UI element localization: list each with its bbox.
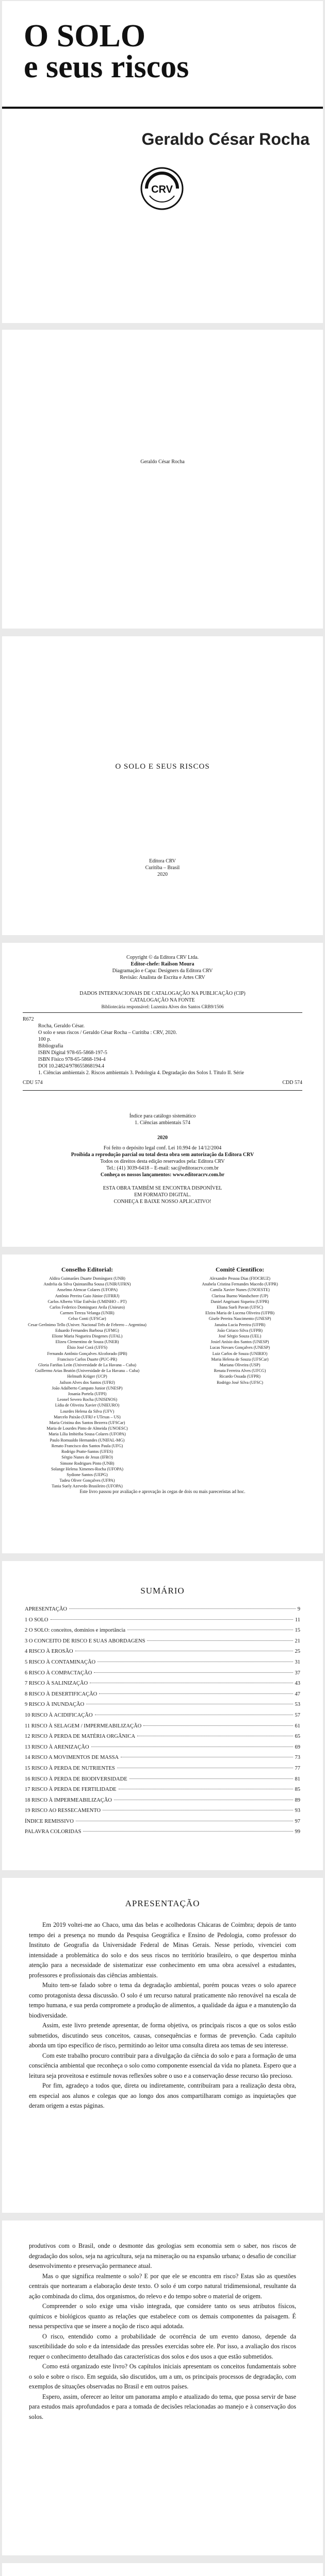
toc-title: SUMÁRIO xyxy=(140,1586,185,1596)
council-member: Gloria Fariñas León (Universidade de La Havana – Cuba) xyxy=(38,1363,137,1368)
council-member: Paulo Romualdo Hernandes (UNIFAL-MG) xyxy=(50,1437,125,1443)
council-member: Francisco Carlos Duarte (PUC-PR) xyxy=(57,1357,117,1362)
toc-list xyxy=(25,1606,300,1840)
cip-entry: 1. Ciências ambientais 2. Riscos ambientais 3. Pedologia 4. Degradação dos Solos I. Título II. Série xyxy=(38,1070,244,1076)
council-member: Cesar Gerônimo Tello (Univer. Nacional Três de Febrero – Argentina) xyxy=(28,1322,147,1327)
council-member: Josania Portela (UFPI) xyxy=(68,1392,107,1397)
cip-entry: Bibliografia xyxy=(38,1043,63,1049)
paragraph: Muito tem-se falado sobre o tema da degradação ambiental, porém poucas vezes o solo aparece como protagonista dessa discussão. O solo é um recurso natural praticamente não renovável na escala de tempo humana, e sua perda compromete a produção de alimentos, a qualidade da água e a manutenção da biodiversidade. xyxy=(29,1981,296,2019)
toc-entry-page: 37 xyxy=(295,1670,300,1676)
logo-text: CRV xyxy=(151,184,173,195)
council-member: Elione Maria Nogueira Diogenes (UFAL) xyxy=(52,1334,123,1339)
committee-member: Rodrigo José Silva (UFSC) xyxy=(217,1380,263,1385)
digital-notice: ESTA OBRA TAMBÉM SE ENCONTRA DISPONÍVEL xyxy=(103,1185,222,1191)
toc-entry-page: 85 xyxy=(295,1787,300,1793)
toc-entry[interactable] xyxy=(25,1734,300,1744)
toc-entry[interactable] xyxy=(25,1776,300,1787)
committee-member: Ricardo Ossada (UFPR) xyxy=(219,1374,261,1379)
toc-entry-page: 65 xyxy=(295,1734,300,1740)
toc-entry-page: 57 xyxy=(295,1712,300,1718)
council-member: Fernando Antônio Gonçalves Alcoforado (IPB) xyxy=(47,1351,127,1356)
council-member: Tadeu Oliver Gonçalves (UFPA) xyxy=(59,1478,115,1483)
toc-entry-page: 47 xyxy=(295,1691,300,1697)
cip-entry: Rocha, Geraldo César. xyxy=(38,1023,85,1029)
council-member: Sydione Santos (UEPG) xyxy=(67,1472,108,1477)
toc-entry-label: 10 RISCO À ACIDIFICAÇÃO xyxy=(25,1712,93,1718)
paragraph: Espero, assim, oferecer ao leitor um panorama amplo e atualizado do tema, que possa servir de base para estudos mais aprofundados e para a tomada de decisões relacionadas ao manejo e à conservação dos solos. xyxy=(29,2393,296,2420)
cip-entry: O solo e seus riscos / Geraldo César Rocha – Curitiba : CRV, 2020. xyxy=(38,1030,177,1036)
toc-entry-page: 31 xyxy=(295,1659,300,1665)
council-member: Jailson Alves dos Santos (UFRJ) xyxy=(59,1380,115,1385)
paragraph: Por fim, agradeço a todos que, direta ou indiretamente, contribuíram para a realização desta obra, em especial aos alunos e colegas que ao longo dos anos compartilharam comigo as inquietações que deram origem a estas páginas. xyxy=(29,2082,296,2109)
toc-entry-label: 2 O SOLO: conceitos, domínios e importância xyxy=(25,1628,126,1634)
toc-entry[interactable] xyxy=(25,1638,300,1649)
committee-member: Renata Ferreira Alves (UFCG) xyxy=(214,1368,266,1374)
toc-entry-page: 81 xyxy=(295,1776,300,1782)
scientific-committee-title: Comitê Científico: xyxy=(215,1266,265,1273)
toc-entry-page: 89 xyxy=(295,1797,300,1803)
toc-entry[interactable] xyxy=(25,1808,300,1819)
committee-member: Alexandre Pessoa Dias (FIOCRUZ) xyxy=(209,1276,270,1281)
paragraph: Com este trabalho procuro contribuir para a divulgação da ciência do solo e para a formação de uma consciência ambiental que reconheça o solo como componente essencial da vida no planeta. Espero que a leitura seja proveitosa e estimule novas reflexões sobre o uso e a conservação desse recurso tão precioso. xyxy=(29,2052,296,2079)
edition-year: 2020 xyxy=(157,1135,168,1141)
committee-member: Luiz Carlos de Souza (UNIRIO) xyxy=(212,1351,268,1356)
toc-leader-dots xyxy=(129,1778,293,1779)
copyright-line: Diagramação e Capa: Designers da Editora CRV xyxy=(112,968,213,974)
council-member: Carlos Federico Dominguez Avila (Unieuro) xyxy=(50,1305,125,1310)
cip-entry: DOI 10.24824/978655868194.4 xyxy=(38,1063,105,1069)
toc-entry-page: 15 xyxy=(295,1628,300,1634)
toc-leader-dots xyxy=(94,1672,293,1673)
committee-member: Clarissa Bueno Wandscheer (UP) xyxy=(212,1293,268,1298)
council-member: Marcelo Paixão (UFRJ e UTexas – US) xyxy=(54,1414,121,1419)
council-member: Rodrigo Pratte-Santos (UFES) xyxy=(61,1449,113,1454)
cover-page xyxy=(2,1,323,323)
toc-entry-page: 11 xyxy=(295,1617,300,1623)
toc-entry-label: 9 RISCO À INUNDAÇÃO xyxy=(25,1702,85,1708)
toc-entry-label: 8 RISCO À DESERTIFICAÇÃO xyxy=(25,1691,98,1697)
council-member: Helmuth Krüger (UCP) xyxy=(67,1374,107,1379)
committee-member: Lucas Novaes Gonçalves (UNESP) xyxy=(209,1345,270,1350)
cover-divider xyxy=(2,107,323,109)
editorial-council-title: Conselho Editorial: xyxy=(61,1266,113,1273)
intro-text xyxy=(29,2241,296,2422)
toc-entry-page: 99 xyxy=(295,1829,300,1835)
toc-leader-dots xyxy=(83,1831,293,1832)
title-page-publisher: Editora CRV xyxy=(149,858,176,864)
toc-entry-label: 6 RISCO À COMPACTAÇÃO xyxy=(25,1670,92,1676)
presentation-page xyxy=(2,1878,323,2213)
toc-entry-label: 15 RISCO À PERDA DE NUTRIENTES xyxy=(25,1765,115,1771)
toc-entry[interactable] xyxy=(25,1819,300,1829)
cip-entry: 100 p. xyxy=(38,1037,51,1042)
committee-member: Janaína Lucia Pereira (UFPB) xyxy=(214,1322,266,1327)
council-member: Andréia da Silva Quintanilha Sousa (UNIR/UFRN) xyxy=(43,1282,131,1287)
council-member: Eduardo Fernandes Barbosa (UFMG) xyxy=(55,1328,119,1333)
council-member: Elizeu Clementino de Souza (UNEB) xyxy=(55,1340,119,1345)
toc-entry-label: 4 RISCO À EROSÃO xyxy=(25,1649,73,1655)
committee-member: Eliana Sueli Pavan (UFSC) xyxy=(217,1305,263,1310)
toc-entry[interactable] xyxy=(25,1649,300,1659)
committee-member: Anabela Cristina Fernandes Macedo (UFPR) xyxy=(202,1282,278,1287)
committee-member: Elzira Maria de Lucena Oliveira (UFPB) xyxy=(205,1311,274,1316)
committee-member: Josiel Anísio dos Santos (UNESP) xyxy=(210,1340,269,1345)
council-member: Maria Lília Imbiriba Sousa Colares (UFOPA) xyxy=(48,1432,126,1437)
toc-entry[interactable] xyxy=(25,1723,300,1734)
half-title-page xyxy=(2,330,323,629)
paragraph: Como está organizado este livro? Os capítulos iniciais apresentam os conceitos fundamentais sobre o solo e sobre o risco. Em seguida, são discutidos, um a um, os principais processos de degradação, com exemplos de situações observadas no Brasil e em outros países. xyxy=(29,2363,296,2390)
committee-member: Maria Helena de Souza (UFSCar) xyxy=(211,1357,269,1362)
paragraph: Em 2019 voltei-me ao Chaco, uma das belas e acolhedoras Chácaras de Coimbra; depois de tanto tempo dei a presença no mundo da Pesquisa Geográfica e Ensino de Pedologia, como professor do Instituto de Geografia da Universidade Federal de Minas Gerais. Nesse período, vivenciei com intensidade a problemática do solo e dos seus riscos no território brasileiro, o que despertou minha atenção para a necessidade de sistematizar esse conhecimento em uma obra acessível a estudantes, professores e profissionais das ciências ambientais. xyxy=(29,1921,296,1979)
toc-leader-dots xyxy=(143,1725,293,1726)
cip-block xyxy=(23,1012,302,1091)
council-member: Guillermo Arias Beatón (Universidade de La Havana – Cuba) xyxy=(35,1368,140,1374)
council-member: Carlos Alberto Vilar Estêvão (UMINHO – PT) xyxy=(47,1299,127,1304)
council-member: Solange Helena Ximenes-Rocha (UFOPA) xyxy=(51,1466,123,1471)
toc-entry[interactable] xyxy=(25,1755,300,1766)
toc-entry-label: APRESENTAÇÃO xyxy=(25,1606,68,1612)
paragraph: O risco, entendido como a probabilidade de ocorrência de um evento danoso, depende da suscetibilidade do solo e da intensidade das pressões exercidas sobre ele. Por isso, a avaliação dos riscos requer o conhecimento detalhado das características dos solos e dos usos a que estão submetidos. xyxy=(29,2332,296,2360)
council-member: Antônio Pereira Gaio Júnior (UFRRJ) xyxy=(55,1293,120,1298)
committee-member: Gisele Pereira Nascimento (UNESP) xyxy=(208,1316,271,1321)
toc-entry-label: 14 RISCO A MOVIMENTOS DE MASSA xyxy=(25,1755,119,1761)
council-member: Leonel Severo Rocha (UNISINOS) xyxy=(57,1397,118,1402)
toc-entry[interactable] xyxy=(25,1713,300,1723)
toc-entry[interactable] xyxy=(25,1702,300,1713)
toc-entry-label: 17 RISCO À PERDA DE FERTILIDADE xyxy=(25,1787,117,1793)
toc-leader-dots xyxy=(69,1608,296,1609)
committee-member: Mariana Oliveira (USP) xyxy=(219,1363,261,1368)
committee-member: Daniel Angrisani Siqueira (UFPR) xyxy=(210,1299,269,1304)
index-entry: 1. Ciências ambientais 574 xyxy=(135,1120,190,1126)
intro-page xyxy=(2,2221,323,2555)
toc-entry[interactable] xyxy=(25,1659,300,1670)
title-page-title: O SOLO E SEUS RISCOS xyxy=(115,762,210,771)
committee-member: José Sérgio Souza (UEL) xyxy=(218,1334,262,1339)
toc-entry-page: 61 xyxy=(295,1723,300,1729)
toc-entry-label: 16 RISCO À PERDA DE BIODIVERSIDADE xyxy=(25,1776,127,1782)
toc-page xyxy=(2,1561,323,1870)
council-member: Lourdes Helena da Silva (UFV) xyxy=(60,1409,115,1414)
toc-entry-label: 3 O CONCEITO DE RISCO E SUAS ABORDAGENS xyxy=(25,1638,145,1644)
legal-notice: Tel.: (41) 3039-6418 – E-mail: sac@editoracrv.com.br xyxy=(106,1165,219,1171)
toc-entry-label: 12 RISCO À PERDA DE MATÉRIA ORGÂNICA xyxy=(25,1734,136,1740)
cip-entry: ISBN Digital 978-65-5868-197-5 xyxy=(38,1050,107,1056)
toc-entry-label: ÍNDICE REMISSIVO xyxy=(25,1818,74,1824)
toc-entry[interactable] xyxy=(25,1766,300,1776)
toc-entry[interactable] xyxy=(25,1670,300,1681)
peer-review-note: Este livro passou por avaliação e aprovação às cegas de dois ou mais pareceristas ad hoc. xyxy=(79,1489,246,1494)
council-member: Celso Conti (UFSCar) xyxy=(68,1316,106,1321)
index-title: Índice para catálogo sistemático xyxy=(129,1113,196,1119)
cip-librarian: Bibliotecária responsável: Luzenira Alves dos Santos CRB9/1506 xyxy=(101,1004,224,1009)
paragraph: Assim, este livro pretende apresentar, de forma objetiva, os principais riscos a que os solos estão submetidos, discutindo seus conceitos, causas, consequências e formas de prevenção. Cada capítulo aborda um tipo específico de risco, permitindo ao leitor uma consulta direta aos temas de seu interesse. xyxy=(29,2022,296,2049)
toc-entry[interactable] xyxy=(25,1798,300,1808)
copyright-line: Editor-chefe: Railson Moura xyxy=(131,961,194,967)
council-member: Maria Cristina dos Santos Bezerra (UFSCar) xyxy=(49,1420,125,1426)
council-member: Sérgio Nunes de Jesus (IFRO) xyxy=(61,1455,113,1460)
half-title-author: Geraldo César Rocha xyxy=(140,459,185,465)
toc-leader-dots xyxy=(51,1619,293,1620)
cover-author: Geraldo César Rocha xyxy=(141,130,310,148)
council-member: João Adalberto Campato Junior (UNESP) xyxy=(52,1385,123,1391)
council-member: Élsio José Corá (UFFS) xyxy=(67,1345,107,1350)
toc-entry-label: 13 RISCO À ARENIZAÇÃO xyxy=(25,1744,89,1750)
legal-notice: Conheça os nossos lançamentos: www.editoracrv.com.br xyxy=(100,1172,225,1178)
cip-subtitle: CATALOGAÇÃO NA FONTE xyxy=(130,997,195,1003)
toc-entry[interactable] xyxy=(25,1829,300,1840)
council-member: Maria de Lourdes Pinto de Almeida (UNOESC) xyxy=(46,1426,128,1431)
cdd-code: CDD 574 xyxy=(282,1080,302,1086)
committee-member: Camila Xavier Nunes (UNOESTE) xyxy=(210,1287,270,1293)
presentation-title: APRESENTAÇÃO xyxy=(125,1899,200,1908)
toc-entry-page: 21 xyxy=(295,1638,300,1644)
council-member: Lídia de Oliveira Xavier (UNIEURO) xyxy=(55,1403,120,1408)
toc-entry-label: 18 RISCO À IMPERMEABILIZAÇÃO xyxy=(25,1797,112,1803)
council-member: Renato Francisco dos Santos Paula (UFG) xyxy=(51,1443,123,1448)
toc-entry-page: 53 xyxy=(295,1702,300,1708)
councils-page xyxy=(2,1255,323,1553)
toc-leader-dots xyxy=(147,1640,293,1641)
presentation-text xyxy=(29,1920,296,2111)
copyright-page xyxy=(2,943,323,1247)
toc-entry[interactable] xyxy=(25,1681,300,1691)
toc-entry-label: 1 O SOLO xyxy=(25,1617,48,1623)
cip-entry: ISBN Físico 978-65-5868-194-4 xyxy=(38,1057,106,1062)
editorial-council-list xyxy=(18,1276,157,1489)
toc-entry-page: 43 xyxy=(295,1681,300,1687)
toc-entry[interactable] xyxy=(25,1606,300,1617)
toc-entry[interactable] xyxy=(25,1744,300,1755)
toc-entry-page: 69 xyxy=(295,1744,300,1750)
digital-notice: CONHEÇA E BAIXE NOSSO APLICATIVO! xyxy=(113,1199,212,1205)
publisher-logo-icon xyxy=(138,165,186,212)
toc-entry[interactable] xyxy=(25,1617,300,1628)
council-member: Carmen Tereza Velanga (UNIR) xyxy=(60,1311,115,1316)
toc-entry-label: 7 RISCO À SALINIZAÇÃO xyxy=(25,1681,88,1687)
toc-entry[interactable] xyxy=(25,1787,300,1798)
copyright-line: Copyright © da Editora CRV Ltda. xyxy=(126,955,199,960)
toc-entry-label: 5 RISCO À CONTAMINAÇÃO xyxy=(25,1659,96,1665)
toc-entry-page: 73 xyxy=(295,1755,300,1761)
toc-entry-page: 77 xyxy=(295,1765,300,1771)
title-page-year: 2020 xyxy=(157,872,168,877)
toc-entry-page: 97 xyxy=(295,1818,300,1824)
council-member: Tania Suely Azevedo Brasileiro (UFOPA) xyxy=(52,1484,123,1489)
toc-entry-label: 11 RISCO À SELAGEM / IMPERMEABILIZAÇÃO xyxy=(25,1723,142,1729)
toc-entry[interactable] xyxy=(25,1691,300,1702)
toc-entry-page: 93 xyxy=(295,1808,300,1814)
title-page-city: Curitiba – Brasil xyxy=(145,865,180,871)
cdu-code: CDU 574 xyxy=(23,1080,43,1086)
council-member: Anselmo Alencar Colares (UFOPA) xyxy=(57,1287,118,1293)
paragraph: Mas o que significa realmente o solo? E por que ele se encontra em risco? Estas são as questões centrais que nortearam a elaboração deste texto. O solo é um corpo natural tridimensional, resultante da ação combinada do clima, dos organismos, do relevo e do tempo sobre o material de origem. xyxy=(29,2272,296,2300)
digital-notice: EM FORMATO DIGITAL. xyxy=(134,1192,191,1198)
cover-title-line1: O SOLO xyxy=(24,19,146,54)
legal-notice: Foi feito o depósito legal conf. Lei 10.994 de 14/12/2004 xyxy=(103,1145,222,1151)
copyright-line: Revisão: Analista de Escrita e Artes CRV xyxy=(120,975,205,980)
toc-entry-label: PALAVRA COLORIDAS xyxy=(25,1829,82,1835)
council-member: Simone Rodrigues Pinto (UNB) xyxy=(60,1461,115,1466)
toc-entry-label: 19 RISCO AO RESSECAMENTO xyxy=(25,1808,101,1814)
cover-title-line2: e seus riscos xyxy=(24,49,189,84)
cip-title: DADOS INTERNACIONAIS DE CATALOGAÇÃO NA PUBLICAÇÃO (CIP) xyxy=(79,991,246,996)
paragraph: Compreender o solo exige uma visão integrada, que considere tanto os seus atributos físicos, químicos e biológicos quanto as relações que estabelece com os demais componentes da paisagem. É nessa perspectiva que se insere a noção de risco aqui adotada. xyxy=(29,2302,296,2330)
legal-notice: Proibida a reprodução parcial ou total desta obra sem autorização da Editora CRV xyxy=(71,1152,254,1158)
toc-leader-dots xyxy=(99,1693,293,1694)
final-page xyxy=(2,2563,323,2576)
paragraph: produtivos com o Brasil, onde o desmonte das geologias sem economia sem o saber, nos riscos de degradação dos solos, seja na agricultura, seja na mineração ou na expansão urbana; o desafio de conciliar desenvolvimento e preservação permanece atual. xyxy=(29,2242,296,2269)
scientific-committee-list xyxy=(172,1276,307,1385)
toc-entry-page: 9 xyxy=(297,1606,300,1612)
title-page xyxy=(2,636,323,935)
committee-member: João Ciriaco Silva (UFPB) xyxy=(217,1328,263,1333)
toc-entry-page: 25 xyxy=(295,1649,300,1655)
council-member: Aldira Guimarães Duarte Domínguez (UNB) xyxy=(49,1276,125,1281)
legal-notice: Todos os direitos desta edição reservados pela: Editora CRV xyxy=(100,1159,225,1164)
cover-title xyxy=(24,21,302,82)
toc-entry[interactable] xyxy=(25,1628,300,1638)
cip-code: R672 xyxy=(23,1016,34,1022)
